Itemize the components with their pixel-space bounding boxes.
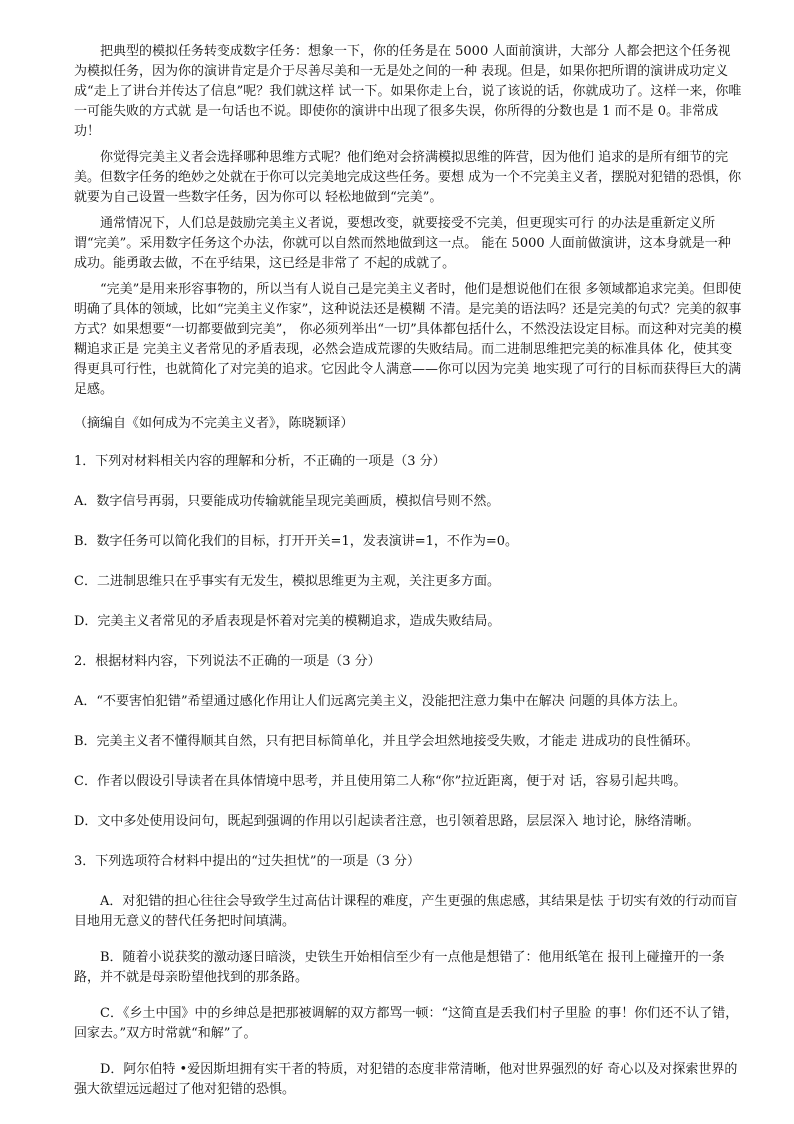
question-1-option-d: D．完美主义者常见的矛盾表现是怀着对完美的模糊追求，造成失败结局。 [74,614,501,629]
passage-paragraph-1: 把典型的模拟任务转变成数字任务：想象一下，你的任务是在 5000 人面前演讲，大部分 人都会把这个任务视为模拟任务，因为你的演讲肯定是介于尽善尽美和一无是处之间的一种 表现。但是，如果你把所谓的演讲成功定义成“走上了讲台并传达了信息”呢？我们就这样 试一下。如果你走上台，说了该说的话，你就成功了。这样一来，你唯一可能失败的方式就 是一句话也不说。即使你的演讲中出现了很多失误，你所得的分数也是 1 而不是 0。非常成 功！ [74,44,742,139]
passage-paragraph-4: “完美”是用来形容事物的，所以当有人说自己是完美主义者时，他们是想说他们在很 多领域都追求完美。但即使明确了具体的领域，比如“完美主义作家”，这种说法还是模糊 不清。是完美的语法吗？还是完美的句式？完美的叙事方式？如果想要“一切都要做到完美”， 你必须列举出“一切”具体都包括什么，不然没法设定目标。而这种对完美的模糊追求正是 完美主义者常见的矛盾表现，必然会造成荒谬的失败结局。而二进制思维把完美的标准具体 化，使其变得更具可行性，也就简化了对完美的追求。它因此令人满意——你可以因为完美 地实现了可行的目标而获得巨大的满足感。 [74,282,742,397]
passage-paragraph-3: 通常情况下，人们总是鼓励完美主义者说，要想改变，就要接受不完美，但更现实可行 的办法是重新定义所谓“完美”。采用数字任务这个办法，你就可以自然而然地做到这一点。 能在 5000 人面前做演讲，这本身就是一种成功。能勇敢去做，不在乎结果，这已经是非常了 不起的成就了。 [74,216,731,271]
question-3-option-c: C．《乡土中国》中的乡绅总是把那被调解的双方都骂一顿：“这简直是丢我们村子里脸 的事！你们还不认了错，回家去。”双方时常就“和解”了。 [74,1006,739,1041]
question-2-option-d: D．文中多处使用设问句，既起到强调的作用以引起读者注意，也引领着思路，层层深入 地讨论，脉络清晰。 [74,814,700,829]
question-3-option-b: B．随着小说获奖的激动逐日暗淡，史铁生开始相信至少有一点他是想错了：他用纸笔在 报刊上碰撞开的一条路，并不就是母亲盼望他找到的那条路。 [74,950,725,985]
question-2-option-c: C．作者以假设引导读者在具体情境中思考，并且使用第二人称“你”拉近距离，便于对 话，容易引起共鸣。 [74,774,687,789]
question-1-stem: 1．下列对材料相关内容的理解和分析，不正确的一项是（3 分） [74,454,446,469]
question-1-option-a: A．数字信号再弱，只要能成功传输就能呈现完美画质，模拟信号则不然。 [74,494,500,509]
question-2-option-b: B．完美主义者不懂得顺其自然，只有把目标简单化，并且学会坦然地接受失败，才能走 进成功的良性循环。 [74,734,699,749]
question-3-stem: 3．下列选项符合材料中提出的“过失担忧”的一项是（3 分） [74,854,420,869]
question-3-option-a: A．对犯错的担心往往会导致学生过高估计课程的难度，产生更强的焦虑感，其结果是怯 于切实有效的行动而盲目地用无意义的替代任务把时间填满。 [74,894,738,929]
question-2 [74,652,742,832]
question-2-stem: 2．根据材料内容，下列说法不正确的一项是（3 分） [74,654,381,669]
passage-paragraph-2: 你觉得完美主义者会选择哪种思维方式呢？他们绝对会挤满模拟思维的阵营，因为他们 追求的是所有细节的完美。但数字任务的绝妙之处就在于你可以完美地完成这些任务。要想 成为一个不完美主义者，摆脱对犯错的恐惧，你就要为自己设置一些数字任务，因为你可以 轻松地做到“完美”。 [74,150,742,205]
question-2-option-a: A．“不要害怕犯错”希望通过感化作用让人们远离完美主义，没能把注意力集中在解决 问题的具体方法上。 [74,694,686,709]
question-1-option-c: C．二进制思维只在乎事实有无发生，模拟思维更为主观，关注更多方面。 [74,574,500,589]
question-3 [74,852,742,1100]
question-1 [74,452,742,632]
reading-passage [74,42,742,400]
question-1-option-b: B．数字任务可以简化我们的目标，打开开关=1，发表演讲=1，不作为=0。 [74,534,519,549]
source-citation: （摘编自《如何成为不完美主义者》，陈晓颖译） [74,416,354,431]
question-3-option-d: D．阿尔伯特 •爱因斯坦拥有实干者的特质，对犯错的态度非常清晰，他对世界强烈的好 奇心以及对探索世界的强大欲望远远超过了他对犯错的恐惧。 [74,1062,738,1097]
